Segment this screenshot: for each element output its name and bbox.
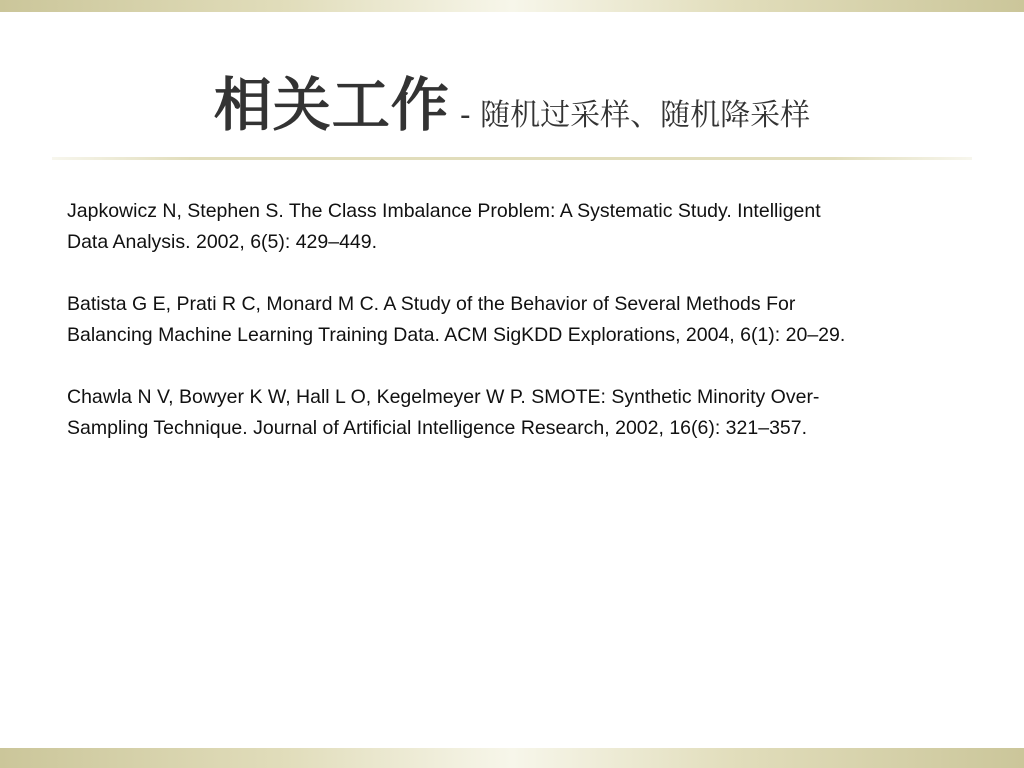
reference-line: Data Analysis. 2002, 6(5): 429–449. xyxy=(67,231,378,253)
reference-line: Chawla N V, Bowyer K W, Hall L O, Kegelmeyer W P. SMOTE: Synthetic Minority Over- xyxy=(67,386,820,408)
reference-item xyxy=(67,289,997,351)
reference-line: Batista G E, Prati R C, Monard M C. A Study of the Behavior of Several Methods For xyxy=(67,293,796,315)
reference-line: Japkowicz N, Stephen S. The Class Imbalance Problem: A Systematic Study. Intelligent xyxy=(67,200,821,222)
top-decorative-bar xyxy=(0,0,1024,12)
slide-title xyxy=(0,58,1024,142)
reference-line: Sampling Technique. Journal of Artificial Intelligence Research, 2002, 16(6): 321–357. xyxy=(67,417,808,439)
title-main: 相关工作 xyxy=(213,71,450,139)
title-subtitle: - 随机过采样、随机降采样 xyxy=(459,98,811,133)
bottom-decorative-bar xyxy=(0,748,1024,768)
reference-line: Balancing Machine Learning Training Data. ACM SigKDD Explorations, 2004, 6(1): 20–29. xyxy=(67,324,846,346)
reference-item xyxy=(67,382,997,444)
reference-item xyxy=(67,196,997,258)
reference-list xyxy=(67,196,997,475)
title-divider xyxy=(52,157,972,160)
